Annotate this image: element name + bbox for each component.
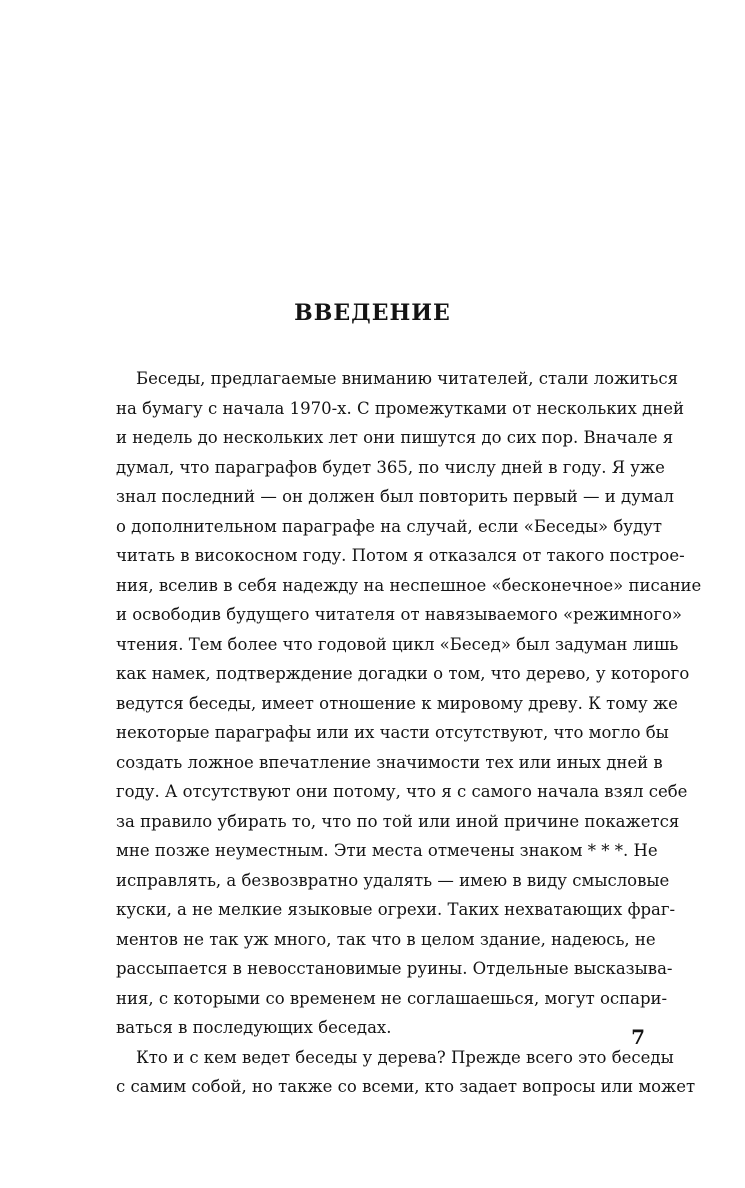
body-text [116, 364, 702, 1102]
text-line: как намек, подтверждение догадки о том, что дерево, у которого [116, 664, 690, 683]
text-line: знал последний — он должен был повторить первый — и думал [116, 487, 675, 506]
text-line: с самим собой, но также со всеми, кто задает вопросы или может [116, 1077, 696, 1096]
text-line: исправлять, а безвозвратно удалять — имею в виду смысловые [116, 870, 670, 890]
text-line: о дополнительном параграфе на случай, если «Беседы» будут [116, 516, 662, 536]
text-line: ментов не так уж много, так что в целом здание, надеюсь, не [116, 929, 656, 949]
text-line: куски, а не мелкие языковые огрехи. Таких нехватающих фраг- [116, 900, 676, 919]
text-line: некоторые параграфы или их части отсутствуют, что могло бы [116, 723, 669, 742]
text-line: создать ложное впечатление значимости тех или иных дней в [116, 752, 663, 772]
text-line: ваться в последующих беседах. [116, 1018, 392, 1037]
chapter-title: ВВЕДЕНИЕ [294, 300, 451, 326]
text-line: ния, с которыми со временем не соглашаешься, могут оспари- [116, 988, 668, 1008]
text-line: Беседы, предлагаемые вниманию читателей, стали ложиться [136, 369, 679, 388]
text-line: и освободив будущего читателя от навязываемого «режимного» [116, 605, 683, 624]
text-line: читать в високосном году. Потом я отказался от такого построе- [116, 546, 685, 565]
text-line: мне позже неуместным. Эти места отмечены знаком * * *. Не [116, 841, 658, 860]
text-line: году. А отсутствуют они потому, что я с самого начала взял себе [116, 782, 688, 801]
text-line: рассыпается в невосстановимые руины. Отдельные высказыва- [116, 959, 673, 978]
paragraph-2 [116, 1043, 696, 1102]
paragraph-1 [116, 364, 702, 1043]
text-line: чтения. Тем более что годовой цикл «Бесед» был задуман лишь [116, 634, 679, 654]
text-line: Кто и с кем ведет беседы у дерева? Прежде всего это беседы [136, 1047, 674, 1067]
text-line: и недель до нескольких лет они пишутся до сих пор. Вначале я [116, 428, 674, 447]
text-line: на бумагу с начала 1970-х. С промежутками от нескольких дней [116, 398, 684, 418]
page-number: 7 [631, 1025, 645, 1049]
text-line: ния, вселив в себя надежду на неспешное «бесконечное» писание [116, 575, 702, 595]
text-line: за правило убирать то, что по той или иной причине покажется [116, 811, 680, 831]
text-line: думал, что параграфов будет 365, по числу дней в году. Я уже [116, 457, 665, 477]
text-line: ведутся беседы, имеет отношение к мировому древу. К тому же [116, 693, 678, 713]
